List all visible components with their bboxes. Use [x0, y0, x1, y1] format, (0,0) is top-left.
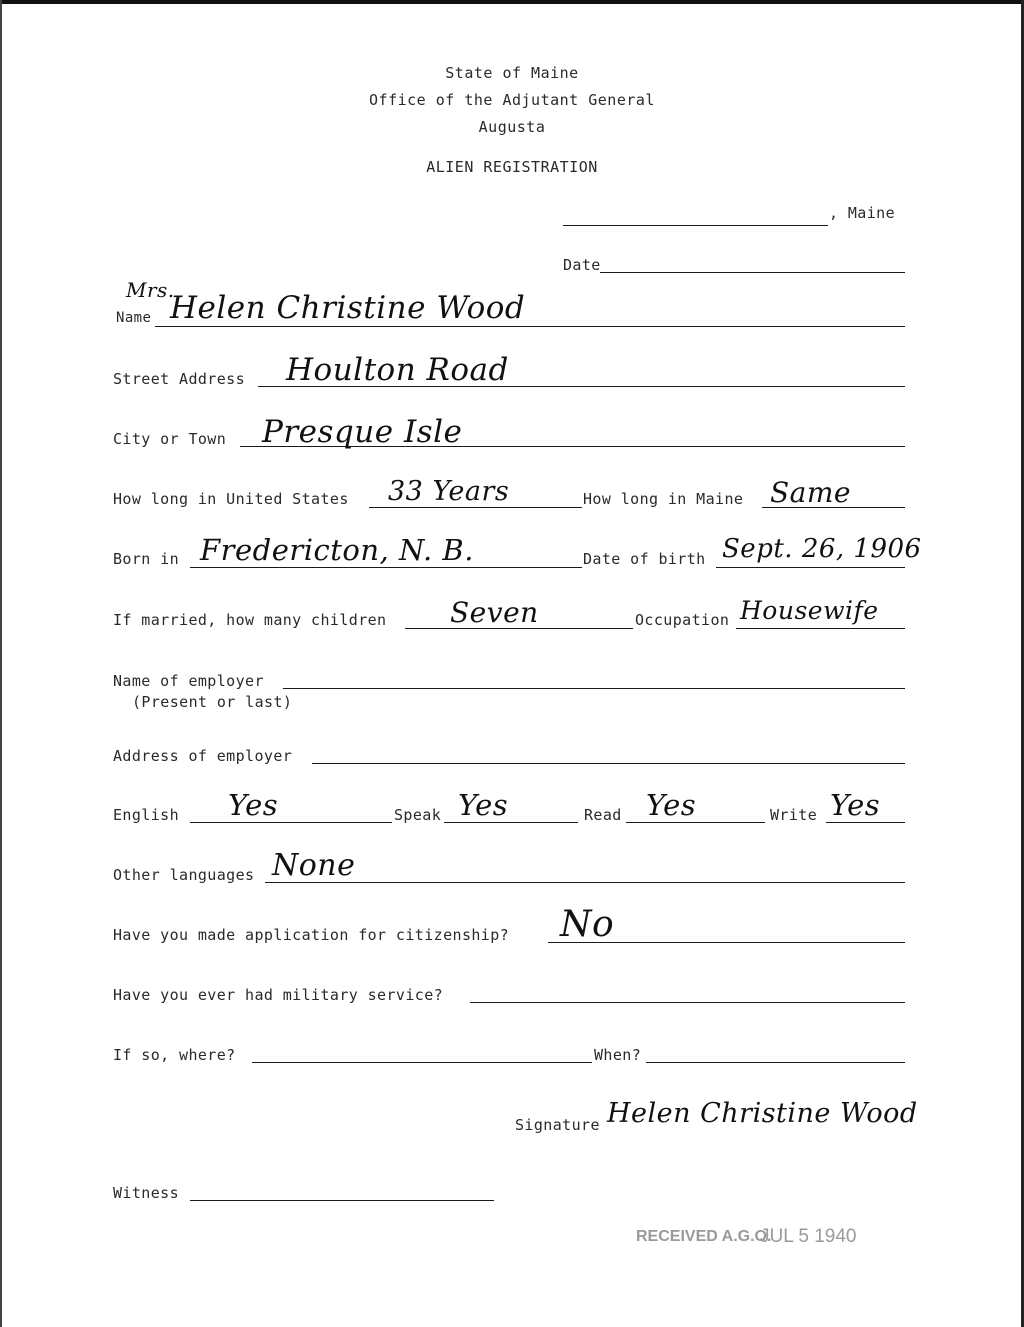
occupation-line — [736, 628, 905, 629]
speak-label: Speak — [394, 806, 442, 824]
header-city: Augusta — [478, 118, 546, 136]
street-address-label: Street Address — [113, 370, 246, 388]
children-label: If married, how many children — [113, 611, 387, 629]
military-line — [470, 1002, 905, 1003]
if-so-where-label: If so, where? — [113, 1046, 236, 1064]
other-languages-value: None — [272, 848, 356, 883]
how-long-maine-label: How long in Maine — [583, 490, 744, 508]
how-long-maine-value: Same — [770, 476, 851, 509]
born-in-value: Fredericton, N. B. — [200, 533, 474, 567]
children-value: Seven — [450, 596, 539, 629]
speak-line — [444, 822, 578, 823]
born-in-line — [190, 567, 582, 568]
speak-value: Yes — [458, 788, 509, 822]
employer-address-line — [312, 763, 905, 764]
english-label: English — [113, 806, 180, 824]
name-field-line — [155, 326, 905, 327]
write-line — [826, 822, 905, 823]
form-title: ALIEN REGISTRATION — [426, 158, 598, 176]
born-in-label: Born in — [113, 550, 180, 568]
employer-address-label: Address of employer — [113, 747, 293, 765]
header-office: Office of the Adjutant General — [369, 91, 655, 109]
page-edge — [0, 0, 2, 1327]
how-long-us-label: How long in United States — [113, 490, 349, 508]
occupation-label: Occupation — [635, 611, 730, 629]
write-label: Write — [770, 806, 818, 824]
page-edge — [0, 0, 1024, 4]
when-label: When? — [594, 1046, 642, 1064]
signature-value: Helen Christine Wood — [607, 1098, 918, 1129]
english-value: Yes — [228, 788, 279, 822]
employer-name-label: Name of employer — [113, 672, 264, 690]
read-line — [626, 822, 765, 823]
name-value: Helen Christine Wood — [170, 290, 526, 326]
witness-label: Witness — [113, 1184, 180, 1202]
maine-label: , Maine — [829, 204, 896, 222]
citizenship-value: No — [560, 904, 615, 945]
header-state: State of Maine — [445, 64, 579, 82]
read-label: Read — [584, 806, 622, 824]
military-label: Have you ever had military service? — [113, 986, 444, 1004]
how-long-us-line — [369, 507, 582, 508]
other-languages-label: Other languages — [113, 866, 255, 884]
received-stamp-date: JUL 5 1940 — [760, 1226, 857, 1247]
city-value: Presque Isle — [262, 414, 463, 450]
english-line — [190, 822, 392, 823]
citizenship-label: Have you made application for citizenship? — [113, 926, 510, 944]
if-so-where-line — [252, 1062, 592, 1063]
name-label: Name — [116, 310, 152, 326]
date-of-birth-label: Date of birth — [583, 550, 706, 568]
employer-name-line — [283, 688, 905, 689]
other-languages-line — [265, 882, 905, 883]
employer-name-sublabel: (Present or last) — [132, 693, 293, 711]
when-line — [646, 1062, 905, 1063]
street-address-value: Houlton Road — [286, 352, 509, 388]
how-long-us-value: 33 Years — [388, 476, 510, 507]
date-label: Date — [563, 256, 601, 274]
city-label: City or Town — [113, 430, 227, 448]
date-of-birth-line — [716, 567, 905, 568]
witness-line — [190, 1200, 494, 1201]
place-field-line — [563, 225, 828, 226]
date-field-line — [600, 272, 905, 273]
signature-label: Signature — [515, 1116, 600, 1134]
write-value: Yes — [830, 788, 881, 822]
read-value: Yes — [646, 788, 697, 822]
occupation-value: Housewife — [740, 596, 879, 625]
date-of-birth-value: Sept. 26, 1906 — [722, 534, 922, 564]
received-stamp: RECEIVED A.G.O. — [636, 1228, 772, 1245]
name-prefix-handwritten: Mrs. — [126, 278, 175, 302]
